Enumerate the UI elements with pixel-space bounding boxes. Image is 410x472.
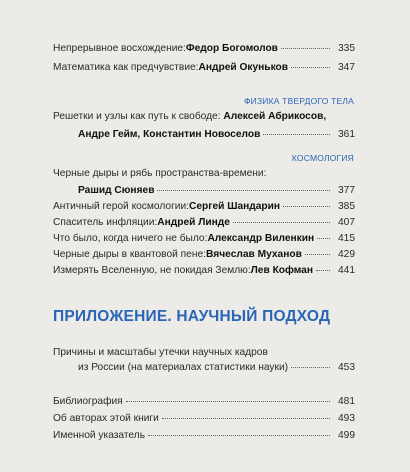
entry-title: Именной указатель: [53, 430, 146, 441]
entry-page: 499: [338, 430, 355, 441]
entry-title: Измерять Вселенную, не покидая Землю:: [53, 265, 251, 276]
entry-page: 335: [338, 43, 355, 54]
entry-page: 347: [338, 62, 355, 73]
toc-entry-appendix-line2[interactable]: [78, 361, 355, 374]
toc-entry-about-authors[interactable]: [53, 412, 355, 425]
entry-author: Рашид Сюняев: [78, 185, 155, 196]
entry-title: Об авторах этой книги: [53, 413, 159, 424]
entry-title: Что было, когда ничего не было:: [53, 233, 208, 244]
toc-entry-mukhanov[interactable]: [53, 248, 355, 261]
leader-dots: [316, 262, 330, 271]
toc-entry-abrikosov-line2[interactable]: [78, 128, 355, 141]
toc-entry-kofman[interactable]: [53, 264, 355, 277]
entry-author: Лев Кофман: [250, 265, 314, 276]
leader-dots: [281, 40, 330, 49]
entry-title: из России (на материалах статистики науки): [78, 362, 289, 373]
leader-dots: [148, 427, 330, 436]
entry-title: Решетки и узлы как путь к свободе:: [53, 111, 224, 122]
toc-entry-vilenkin[interactable]: [53, 232, 355, 245]
entry-page: 429: [338, 249, 355, 260]
entry-page: 361: [338, 129, 355, 140]
toc-entry-linde[interactable]: [53, 216, 355, 229]
entry-author: Андрей Окуньков: [198, 62, 289, 73]
leader-dots: [233, 214, 330, 223]
entry-title: Непрерывное восхождение:: [53, 43, 186, 54]
entry-page: 377: [338, 185, 355, 196]
section-header-cosmology: КОСМОЛОГИЯ: [291, 153, 354, 163]
toc-entry-bogomolov[interactable]: [53, 42, 355, 55]
leader-dots: [283, 198, 330, 207]
leader-dots: [162, 410, 330, 419]
entry-author: Федор Богомолов: [185, 43, 278, 54]
entry-page: 453: [338, 362, 355, 373]
entry-page: 493: [338, 413, 355, 424]
entry-page: 385: [338, 201, 355, 212]
entry-title: Библиография: [53, 396, 123, 407]
entry-author: Андре Гейм, Константин Новоселов: [78, 129, 261, 140]
leader-dots: [291, 59, 330, 68]
section-header-solid-state: ФИЗИКА ТВЕРДОГО ТЕЛА: [243, 96, 354, 106]
entry-title: Черные дыры в квантовой пене:: [53, 249, 206, 260]
toc-entry-name-index[interactable]: [53, 429, 355, 442]
entry-title: Математика как предчувствие:: [53, 62, 199, 73]
entry-author: Александр Виленкин: [207, 233, 315, 244]
section-title-appendix: ПРИЛОЖЕНИЕ. НАУЧНЫЙ ПОДХОД: [53, 308, 331, 325]
entry-title: Спаситель инфляции:: [53, 217, 158, 228]
leader-dots: [157, 182, 330, 191]
entry-author: Вячеслав Муханов: [205, 249, 302, 260]
leader-dots: [263, 126, 330, 135]
toc-entry-sunyaev-line2[interactable]: [78, 184, 355, 197]
toc-entry-abrikosov-line1[interactable]: [53, 110, 326, 123]
entry-author: Сергей Шандарин: [189, 201, 281, 212]
leader-dots: [305, 246, 330, 255]
entry-page: 441: [338, 265, 355, 276]
leader-dots: [317, 230, 330, 239]
toc-entry-bibliography[interactable]: [53, 395, 355, 408]
toc-entry-appendix-line1[interactable]: Причины и масштабы утечки научных кадров: [53, 347, 268, 358]
entry-author: Андрей Линде: [157, 217, 230, 228]
entry-author: Алексей Абрикосов,: [223, 111, 327, 122]
toc-entry-shandarin[interactable]: [53, 200, 355, 213]
entry-page: 407: [338, 217, 355, 228]
leader-dots: [291, 359, 330, 368]
entry-page: 415: [338, 233, 355, 244]
entry-page: 481: [338, 396, 355, 407]
leader-dots: [126, 393, 330, 402]
toc-entry-okounkov[interactable]: [53, 61, 355, 74]
toc-entry-sunyaev-line1[interactable]: Черные дыры и рябь пространства-времени:: [53, 168, 267, 179]
entry-title: Античный герой космологии:: [53, 201, 189, 212]
